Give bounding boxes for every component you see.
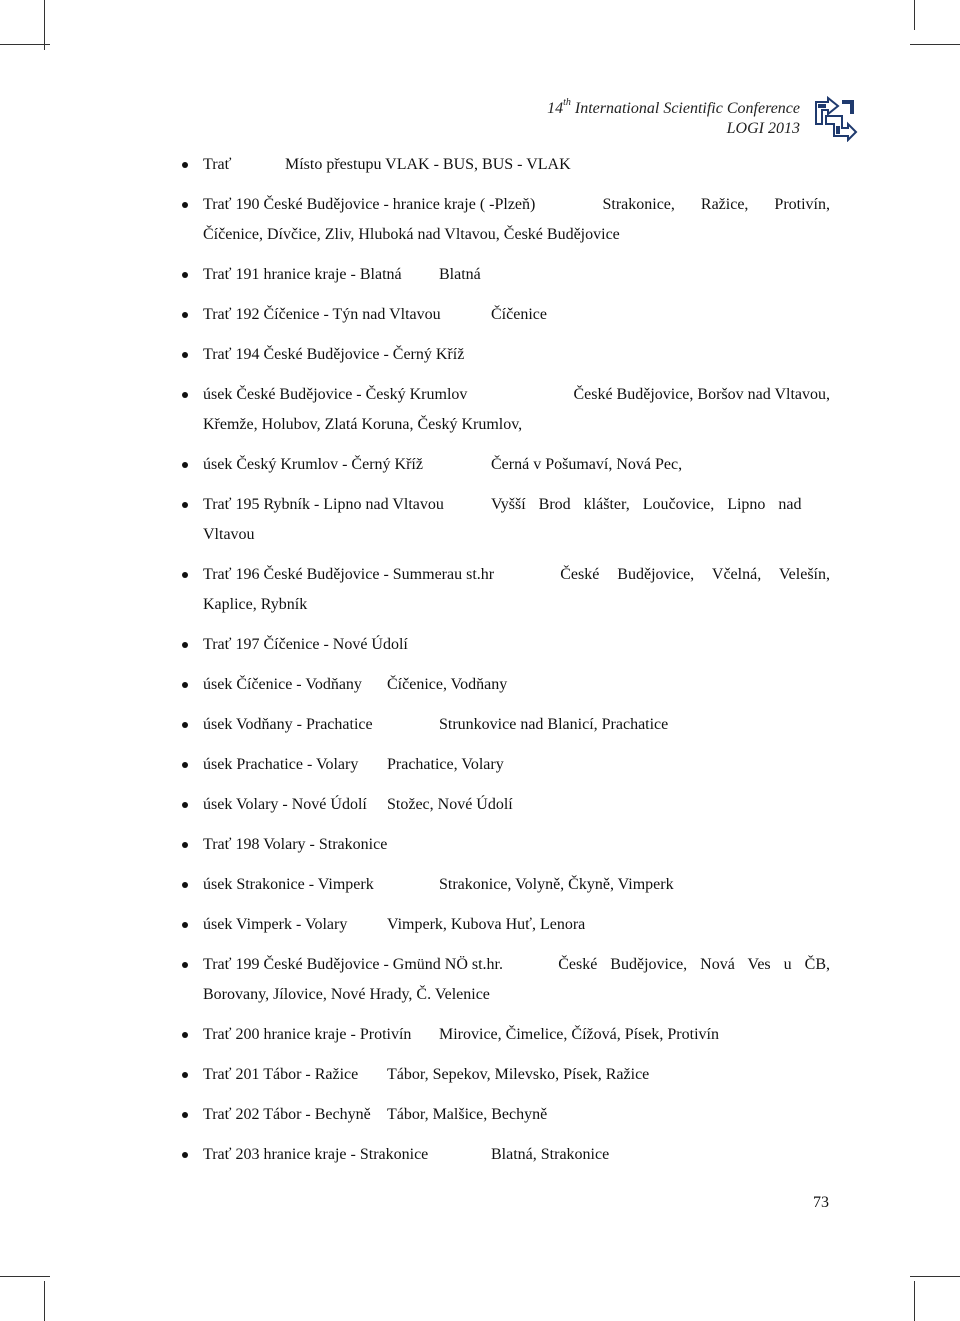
list-item xyxy=(182,450,830,480)
route-label: Trať 201 Tábor - Ražice xyxy=(203,1066,359,1083)
list-item xyxy=(182,710,830,740)
crop-mark xyxy=(914,1281,915,1321)
list-item xyxy=(182,630,830,660)
transfer-stations: České Budějovice, Boršov nad Vltavou, xyxy=(573,386,830,403)
route-label: Trať 203 hranice kraje - Strakonice xyxy=(203,1146,429,1163)
transfer-stations: Mirovice, Čimelice, Čížová, Písek, Protivín xyxy=(439,1026,719,1043)
list-item xyxy=(182,340,830,370)
crop-mark xyxy=(914,0,915,30)
list-item xyxy=(182,870,830,900)
list-item xyxy=(182,670,830,700)
route-label: Trať 199 České Budějovice - Gmünd NÖ st.hr. xyxy=(203,956,503,973)
route-label: Trať 190 České Budějovice - hranice kraje ( -Plzeň) xyxy=(203,196,536,213)
route-label: Trať 196 České Budějovice - Summerau st.hr xyxy=(203,566,495,583)
transfer-stations: Vimperk, Kubova Huť, Lenora xyxy=(387,916,586,933)
conference-number-suffix: th xyxy=(563,96,571,108)
conference-logo-icon xyxy=(812,94,860,142)
transfer-stations: Blatná xyxy=(439,266,481,283)
list-item xyxy=(182,300,830,330)
transfer-stations: Číčenice, Vodňany xyxy=(387,676,508,693)
transfer-stations: Tábor, Sepekov, Milevsko, Písek, Ražice xyxy=(387,1066,650,1083)
list-item xyxy=(182,490,830,550)
conference-title: International Scientific Conference xyxy=(570,100,800,117)
route-label: Trať 191 hranice kraje - Blatná xyxy=(203,266,402,283)
list-item xyxy=(182,190,830,250)
conference-number: 14 xyxy=(547,100,564,117)
transfer-list xyxy=(182,150,830,1180)
list-item xyxy=(182,910,830,940)
list-item xyxy=(182,1140,830,1170)
list-item xyxy=(182,150,830,180)
transfer-stations-continued: Borovany, Jílovice, Nové Hrady, Č. Velenice xyxy=(203,986,490,1003)
transfer-stations: Blatná, Strakonice xyxy=(491,1146,610,1163)
route-label: Trať 197 Číčenice - Nové Údolí xyxy=(203,636,408,653)
conference-title-line xyxy=(547,96,800,119)
route-label: úsek Prachatice - Volary xyxy=(203,756,359,773)
transfer-stations-continued: Číčenice, Dívčice, Zliv, Hluboká nad Vltavou, České Budějovice xyxy=(203,226,620,243)
route-label: úsek Číčenice - Vodňany xyxy=(203,676,362,693)
transfer-stations: Prachatice, Volary xyxy=(387,756,504,773)
transfer-stations: Strakonice, Volyně, Čkyně, Vimperk xyxy=(439,876,674,893)
transfer-stations: Černá v Pošumaví, Nová Pec, xyxy=(491,456,683,473)
transfer-stations-continued: Kaplice, Rybník xyxy=(203,596,308,613)
route-label: úsek České Budějovice - Český Krumlov xyxy=(203,386,468,403)
transfer-stations: Číčenice xyxy=(491,306,547,323)
route-label: Trať 202 Tábor - Bechyně xyxy=(203,1106,371,1123)
list-item xyxy=(182,830,830,860)
transfer-stations: Strunkovice nad Blanicí, Prachatice xyxy=(439,716,669,733)
route-label: Trať 195 Rybník - Lipno nad Vltavou xyxy=(203,496,444,513)
transfer-stations: Tábor, Malšice, Bechyně xyxy=(387,1106,548,1123)
transfer-stations: Strakonice, Ražice, Protivín, xyxy=(602,196,830,213)
list-item xyxy=(182,380,830,440)
list-item xyxy=(182,560,830,620)
route-label: Trať 194 České Budějovice - Černý Kříž xyxy=(203,346,465,363)
route-label: Trať 198 Volary - Strakonice xyxy=(203,836,388,853)
list-item xyxy=(182,260,830,290)
page-number: 73 xyxy=(813,1194,829,1211)
route-label: úsek Volary - Nové Údolí xyxy=(203,796,367,813)
route-label: Trať xyxy=(203,156,232,173)
crop-mark xyxy=(910,1276,960,1277)
list-item xyxy=(182,790,830,820)
list-item xyxy=(182,1020,830,1050)
conference-header xyxy=(547,96,800,139)
crop-mark xyxy=(0,44,50,45)
route-label: úsek Vodňany - Prachatice xyxy=(203,716,373,733)
transfer-stations: Vyšší Brod klášter, Loučovice, Lipno nad xyxy=(491,496,802,513)
transfer-stations: České Budějovice, Včelná, Velešín, xyxy=(560,566,830,583)
list-item xyxy=(182,1060,830,1090)
route-label: úsek Strakonice - Vimperk xyxy=(203,876,374,893)
crop-mark xyxy=(910,44,960,45)
transfer-stations: Stožec, Nové Údolí xyxy=(387,796,513,813)
crop-mark xyxy=(44,0,45,50)
list-item xyxy=(182,1100,830,1130)
conference-subtitle: LOGI 2013 xyxy=(726,120,800,137)
transfer-stations: Místo přestupu VLAK - BUS, BUS - VLAK xyxy=(285,156,571,173)
transfer-stations: České Budějovice, Nová Ves u ČB, xyxy=(558,956,830,973)
list-item xyxy=(182,750,830,780)
crop-mark xyxy=(44,1281,45,1321)
route-label: Trať 200 hranice kraje - Protivín xyxy=(203,1026,412,1043)
transfer-stations-continued: Křemže, Holubov, Zlatá Koruna, Český Krumlov, xyxy=(203,416,523,433)
route-label: Trať 192 Číčenice - Týn nad Vltavou xyxy=(203,306,441,323)
list-item xyxy=(182,950,830,1010)
crop-mark xyxy=(0,1276,50,1277)
transfer-stations-continued: Vltavou xyxy=(203,526,255,543)
route-label: úsek Vimperk - Volary xyxy=(203,916,348,933)
route-label: úsek Český Krumlov - Černý Kříž xyxy=(203,456,423,473)
